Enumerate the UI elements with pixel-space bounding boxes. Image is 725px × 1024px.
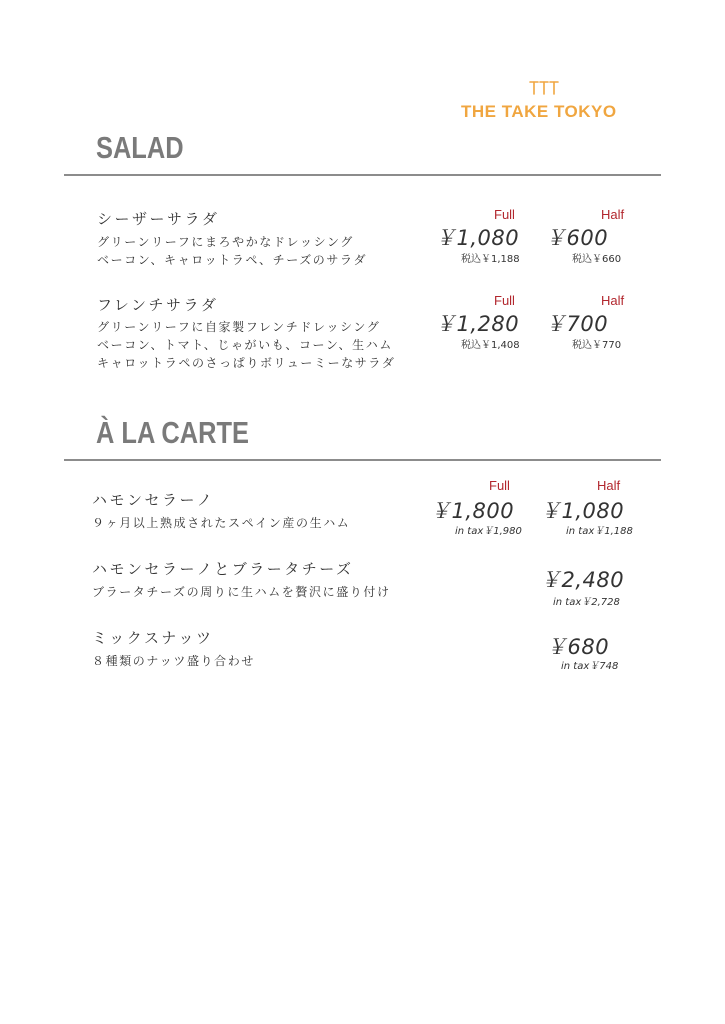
- price-half: ￥1,080: [540, 499, 625, 523]
- tax-price-full: 税込￥1,188: [461, 254, 520, 265]
- item-desc-line: ブラータチーズの周りに生ハムを贅沢に盛り付け: [92, 585, 391, 599]
- tax-price: in tax￥748: [561, 661, 619, 672]
- price-full: ￥1,800: [430, 499, 515, 523]
- tax-price-half: in tax￥1,188: [566, 526, 633, 537]
- tax-price: in tax￥2,728: [553, 597, 620, 608]
- item-name-mixed-nuts: ミックスナッツ: [92, 629, 214, 647]
- section-rule-salad: [64, 174, 661, 176]
- tax-price-full: in tax￥1,980: [455, 526, 522, 537]
- item-desc-line: ベーコン、キャロットラペ、チーズのサラダ: [97, 253, 368, 267]
- item-desc-line: ９ヶ月以上熟成されたスペイン産の生ハム: [92, 516, 351, 530]
- item-desc-line: グリーンリーフに自家製フレンチドレッシング: [97, 320, 381, 334]
- price-full: ￥1,080: [435, 226, 520, 250]
- tax-price-half: 税込￥770: [572, 340, 622, 351]
- section-title-salad: SALAD: [96, 130, 184, 165]
- size-label-half: Half: [601, 293, 625, 308]
- size-label-full: Full: [494, 207, 515, 222]
- size-label-full: Full: [489, 478, 510, 493]
- size-label-half: Half: [601, 207, 625, 222]
- price: ￥2,480: [540, 568, 625, 592]
- section-title-alacarte: À LA CARTE: [96, 415, 249, 450]
- logo-text: THE TAKE TOKYO: [461, 102, 617, 121]
- item-name-jamon-burrata: ハモンセラーノとブラータチーズ: [92, 560, 354, 578]
- price-half: ￥700: [545, 312, 609, 336]
- price-full: ￥1,280: [435, 312, 520, 336]
- tax-price-half: 税込￥660: [572, 254, 622, 265]
- item-name-french-salad: フレンチサラダ: [97, 296, 219, 314]
- item-desc-line: グリーンリーフにまろやかなドレッシング: [97, 235, 354, 249]
- section-rule-alacarte: [64, 459, 661, 461]
- logo-mark: [529, 80, 559, 96]
- item-name-caesar-salad: シーザーサラダ: [97, 210, 220, 228]
- item-desc-line: ８種類のナッツ盛り合わせ: [92, 654, 255, 668]
- size-label-half: Half: [597, 478, 621, 493]
- item-name-jamon-serrano: ハモンセラーノ: [92, 491, 215, 509]
- item-desc-line: キャロットラペのさっぱりボリューミーなサラダ: [97, 356, 396, 370]
- price-half: ￥600: [545, 226, 609, 250]
- item-desc-line: ベーコン、トマト、じゃがいも、コーン、生ハム: [97, 338, 393, 352]
- tax-price-full: 税込￥1,408: [461, 340, 520, 351]
- price: ￥680: [546, 635, 610, 659]
- size-label-full: Full: [494, 293, 515, 308]
